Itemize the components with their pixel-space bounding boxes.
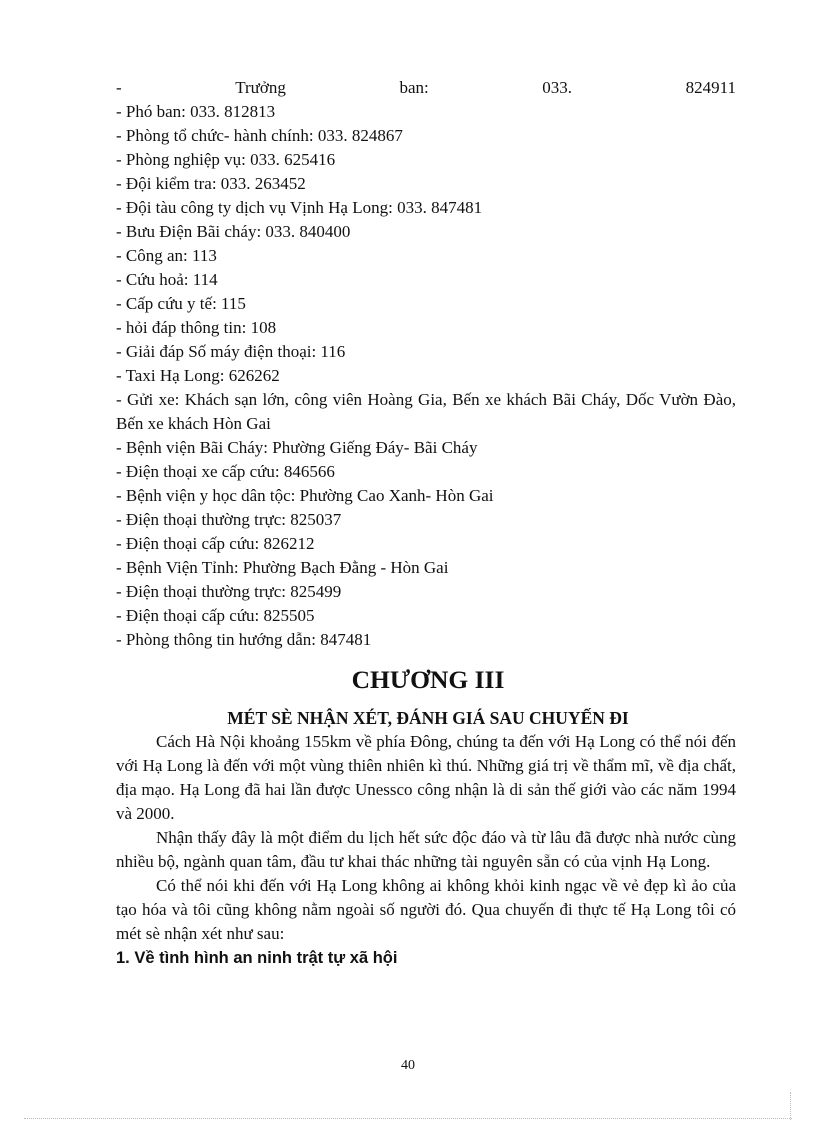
contact-line: - Cứu hoả: 114 <box>116 270 218 289</box>
contact-line: - Taxi Hạ Long: 626262 <box>116 366 280 385</box>
contact-line: - Điện thoại xe cấp cứu: 846566 <box>116 462 335 481</box>
parking-line: - Gửi xe: Khách sạn lớn, công viên Hoàng Gia, Bến xe khách Bãi Cháy, Dốc Vườn Đào, Bến xe khách Hòn Gai <box>116 390 736 433</box>
phone-number: 824911 <box>685 78 736 97</box>
contact-line: - Bệnh viện y học dân tộc: Phường Cao Xanh- Hòn Gai <box>116 486 494 505</box>
word-ban: ban: <box>399 78 429 97</box>
section-heading: 1. Về tình hình an ninh trật tự xã hội <box>116 949 398 967</box>
contact-line: - Bệnh viện Bãi Cháy: Phường Giếng Đáy- Bãi Cháy <box>116 438 478 457</box>
area-code: 033. <box>542 78 573 97</box>
contact-line: - Điện thoại cấp cứu: 826212 <box>116 534 315 553</box>
contact-line: - Điện thoại thường trực: 825037 <box>116 510 342 529</box>
contact-line-head <box>116 76 736 100</box>
contact-line: - Công an: 113 <box>116 246 217 265</box>
contact-line: - Phó ban: 033. 812813 <box>116 102 276 121</box>
dash: - <box>116 78 122 97</box>
margin-divider <box>790 1092 791 1120</box>
contact-line: - Điện thoại cấp cứu: 825505 <box>116 606 315 625</box>
contact-line: - Điện thoại thường trực: 825499 <box>116 582 342 601</box>
document-page <box>116 76 740 970</box>
contact-line: - Phòng nghiệp vụ: 033. 625416 <box>116 150 336 169</box>
contact-line: - Bệnh Viện Tỉnh: Phường Bạch Đằng - Hòn Gai <box>116 558 449 577</box>
paragraph: Nhận thấy đây là một điểm du lịch hết sức độc đáo và từ lâu đã được nhà nước cùng nhiều bộ, ngành quan tâm, đầu tư khai thác những tài nguyên sẵn có của vịnh Hạ Long. <box>116 828 736 871</box>
paragraph: Cách Hà Nội khoảng 155km về phía Đông, chúng ta đến với Hạ Long có thể nói đến với Hạ Long là đến với một vùng thiên nhiên kì thú. Những giá trị về thẩm mĩ, về địa chất, địa mạo. Hạ Long đã hai lần được Unessco công nhận là di sản thế giới vào các năm 1994 và 2000. <box>116 732 736 823</box>
contact-line: - Cấp cứu y tế: 115 <box>116 294 246 313</box>
chapter-subtitle: MÉT SÈ NHẬN XÉT, ĐÁNH GIÁ SAU CHUYẾN ĐI <box>227 708 629 728</box>
paragraph: Có thể nói khi đến với Hạ Long không ai không khỏi kinh ngạc về vẻ đẹp kì ảo của tạo hóa và tôi cũng không nằm ngoài số người đó. Qua chuyến đi thực tế Hạ Long tôi có mét sè nhận xét như sau: <box>116 876 736 943</box>
contact-line: - Bưu Điện Bãi cháy: 033. 840400 <box>116 222 351 241</box>
contact-line: - Phòng tổ chức- hành chính: 033. 824867 <box>116 126 403 145</box>
contact-line: - Phòng thông tin hướng dẫn: 847481 <box>116 630 372 649</box>
page-number: 40 <box>401 1058 415 1073</box>
word-truong: Trưởng <box>235 78 286 97</box>
footer-divider <box>24 1118 792 1119</box>
contact-line: - Đội tàu công ty dịch vụ Vịnh Hạ Long: 033. 847481 <box>116 198 483 217</box>
contact-line: - Đội kiểm tra: 033. 263452 <box>116 174 306 193</box>
chapter-title: CHƯƠNG III <box>351 665 505 694</box>
contact-line: - Giải đáp Số máy điện thoại: 116 <box>116 342 346 361</box>
contact-line: - hỏi đáp thông tin: 108 <box>116 318 277 337</box>
